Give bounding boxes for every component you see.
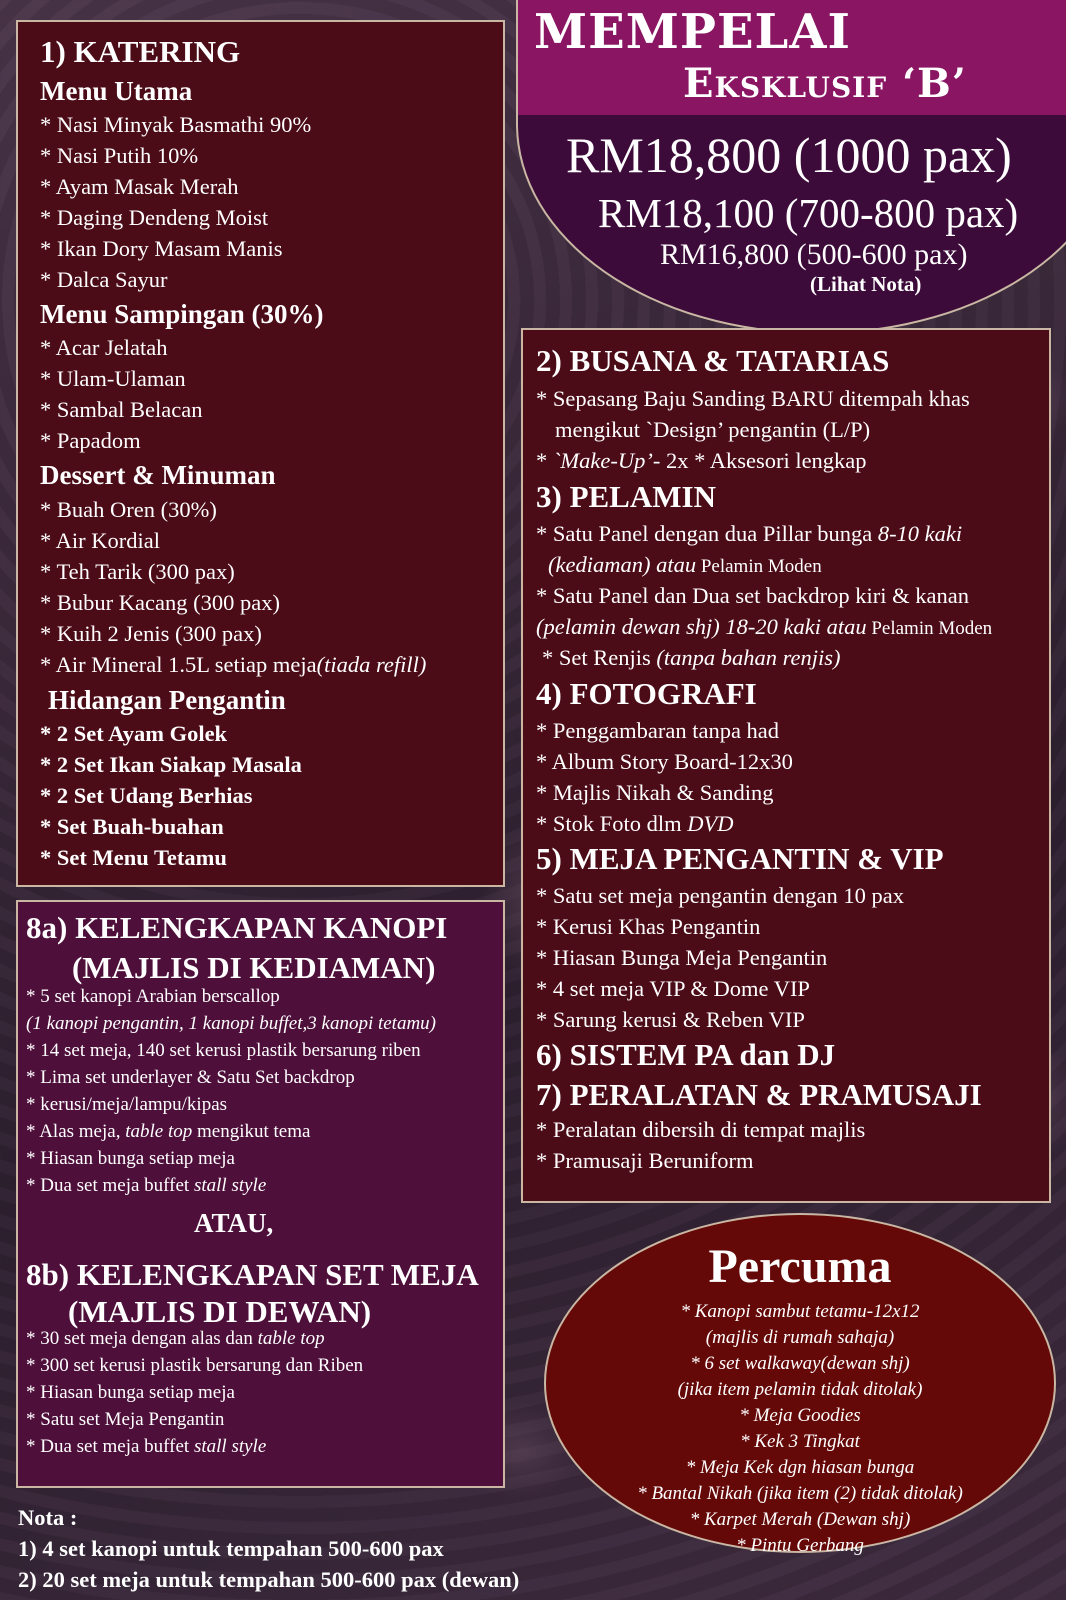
list-item: * Nasi Putih 10% <box>40 143 199 168</box>
buffet-text: * Dua set meja buffet <box>26 1175 194 1196</box>
list-item <box>536 521 962 547</box>
note-reference: (Lihat Nota) <box>810 272 922 296</box>
list-item: * Meja Goodies <box>739 1405 861 1426</box>
hidangan-heading: Hidangan Pengantin <box>48 685 286 715</box>
renjis-text: * Set Renjis <box>542 645 657 670</box>
list-item <box>536 614 992 640</box>
list-item: * Peralatan dibersih di tempat majlis <box>536 1117 866 1142</box>
kanopi-heading: 8a) KELENGKAPAN KANOPI <box>26 910 448 945</box>
percuma-title: Percuma <box>708 1240 892 1293</box>
mineral-note: (tiada refill) <box>316 652 427 677</box>
kanopi-subheading: (MAJLIS DI KEDIAMAN) <box>72 950 436 985</box>
list-item: * Album Story Board-12x30 <box>536 749 793 774</box>
dvd-text: DVD <box>687 811 734 836</box>
list-item: * Buah Oren (30%) <box>40 497 217 522</box>
list-item <box>40 652 426 678</box>
list-item: * Karpet Merah (Dewan shj) <box>689 1509 911 1530</box>
bullet: * <box>536 448 553 473</box>
pelamin-text: * Satu Panel dengan dua Pillar bunga <box>536 521 878 546</box>
stok-foto-text: * Stok Foto dlm <box>536 811 688 836</box>
stall-style-text: stall style <box>193 1436 267 1457</box>
list-item: * Bubur Kacang (300 pax) <box>40 590 280 615</box>
katering-heading: 1) KATERING <box>40 34 241 69</box>
set-meja-subheading: (MAJLIS DI DEWAN) <box>68 1294 372 1329</box>
menu-sampingan-heading: Menu Sampingan (30%) <box>40 299 324 329</box>
list-item: * Hiasan Bunga Meja Pengantin <box>536 945 828 970</box>
tema-text: mengikut tema <box>192 1121 311 1142</box>
list-item: * Ayam Masak Merah <box>40 174 239 199</box>
list-item <box>536 811 734 837</box>
list-item: * Air Kordial <box>40 528 160 553</box>
list-item: * Pramusaji Beruniform <box>536 1148 754 1173</box>
list-item: * 2 Set Ikan Siakap Masala <box>40 752 302 777</box>
list-item: mengikut `Design’ pengantin (L/P) <box>555 417 871 442</box>
meja-alas-text: * 30 set meja dengan alas dan <box>26 1328 258 1349</box>
list-item: (majlis di rumah sahaja) <box>705 1327 895 1348</box>
aksesori-text: - 2x * Aksesori lengkap <box>652 448 867 473</box>
list-item: * 2 Set Ayam Golek <box>40 721 228 746</box>
buffet-text: * Dua set meja buffet <box>26 1436 194 1457</box>
list-item: (jika item pelamin tidak ditolak) <box>677 1379 923 1400</box>
pelamin-heading: 3) PELAMIN <box>536 479 716 514</box>
pelamin-moden: Pelamin Moden <box>866 618 993 639</box>
fotografi-heading: 4) FOTOGRAFI <box>536 676 757 711</box>
list-item: * Kek 3 Tingkat <box>740 1431 860 1452</box>
list-item: * Daging Dendeng Moist <box>40 205 269 230</box>
peralatan-heading: 7) PERALATAN & PRAMUSAJI <box>536 1077 982 1112</box>
alas-meja-text: * Alas meja, <box>26 1121 126 1142</box>
dessert-heading: Dessert & Minuman <box>40 460 276 490</box>
table-top-text: table top <box>125 1121 193 1142</box>
list-item: * 4 set meja VIP & Dome VIP <box>536 976 810 1001</box>
list-item: * Ikan Dory Masam Manis <box>40 236 283 261</box>
list-item <box>536 448 867 474</box>
list-item: * Hiasan bunga setiap meja <box>26 1148 235 1169</box>
package-subtitle: Eksklusif ‘B’ <box>683 60 967 107</box>
table-top-text: table top <box>257 1328 325 1349</box>
menu-utama-heading: Menu Utama <box>40 76 193 106</box>
list-item: * Sambal Belacan <box>40 397 203 422</box>
pelamin-note: (kediaman) atau <box>548 552 697 577</box>
list-item: * Majlis Nikah & Sanding <box>536 780 774 805</box>
list-item: * 5 set kanopi Arabian berscallop <box>26 986 280 1007</box>
price-1000-pax: RM18,800 (1000 pax) <box>566 127 1012 183</box>
set-meja-heading: 8b) KELENGKAPAN SET MEJA <box>26 1257 479 1292</box>
list-item: * Bantal Nikah (jika item (2) tidak ditolak) <box>637 1483 963 1504</box>
list-item: * 300 set kerusi plastik bersarung dan Riben <box>26 1355 364 1376</box>
list-item: * Kuih 2 Jenis (300 pax) <box>40 621 262 646</box>
makeup-text: `Make-Up’ <box>552 448 653 473</box>
list-item <box>548 552 822 578</box>
list-item: * Sepasang Baju Sanding BARU ditempah khas <box>536 386 970 411</box>
busana-heading: 2) BUSANA & TATARIAS <box>536 343 890 378</box>
list-item: * Satu set Meja Pengantin <box>26 1409 225 1430</box>
list-item: * Ulam-Ulaman <box>40 366 186 391</box>
pelamin-size: 8-10 kaki <box>877 521 963 546</box>
nota-heading: Nota : <box>18 1505 78 1530</box>
list-item: * Satu set meja pengantin dengan 10 pax <box>536 883 905 908</box>
stall-style-text: stall style <box>193 1175 267 1196</box>
list-item: * Set Menu Tetamu <box>40 845 227 870</box>
list-item: * Pintu Gerbang <box>736 1535 864 1556</box>
list-item: * kerusi/meja/lampu/kipas <box>26 1094 228 1115</box>
percuma-oval <box>544 1213 1056 1556</box>
mineral-text: * Air Mineral 1.5L setiap meja <box>40 652 317 677</box>
list-item: * Nasi Minyak Basmathi 90% <box>40 112 312 137</box>
list-item <box>26 1436 266 1458</box>
list-item <box>26 1121 310 1143</box>
meja-heading: 5) MEJA PENGANTIN & VIP <box>536 841 944 876</box>
list-item: (1 kanopi pengantin, 1 kanopi buffet,3 kanopi tetamu) <box>26 1013 437 1034</box>
list-item: * 6 set walkaway(dewan shj) <box>690 1353 910 1374</box>
nota-item: 2) 20 set meja untuk tempahan 500-600 pax (dewan) <box>18 1567 520 1592</box>
list-item: * Teh Tarik (300 pax) <box>40 559 235 584</box>
list-item: * 2 Set Udang Berhias <box>40 783 253 808</box>
list-item: * Hiasan bunga setiap meja <box>26 1382 235 1403</box>
list-item: * Satu Panel dan Dua set backdrop kiri & kanan <box>536 583 970 608</box>
list-item: * Dalca Sayur <box>40 267 168 292</box>
list-item <box>26 1175 266 1197</box>
list-item: * Lima set underlayer & Satu Set backdrop <box>26 1067 355 1088</box>
list-item: * Kanopi sambut tetamu-12x12 <box>680 1301 920 1322</box>
list-item: * 14 set meja, 140 set kerusi plastik bersarung riben <box>26 1040 421 1061</box>
list-item: * Kerusi Khas Pengantin <box>536 914 761 939</box>
list-item <box>26 1328 325 1350</box>
pelamin-moden: Pelamin Moden <box>696 556 822 577</box>
price-700-800-pax: RM18,100 (700-800 pax) <box>598 190 1019 236</box>
list-item <box>542 645 841 671</box>
list-item: * Set Buah-buahan <box>40 814 224 839</box>
pelamin-dewan-note: (pelamin dewan shj) 18-20 kaki atau <box>536 614 867 639</box>
package-title: MEMPELAI <box>534 4 851 60</box>
list-item: * Sarung kerusi & Reben VIP <box>536 1007 805 1032</box>
renjis-note: (tanpa bahan renjis) <box>656 645 841 670</box>
nota-item: 1) 4 set kanopi untuk tempahan 500-600 pax <box>18 1536 444 1561</box>
sistem-heading: 6) SISTEM PA dan DJ <box>536 1037 836 1072</box>
price-500-600-pax: RM16,800 (500-600 pax) <box>660 238 968 271</box>
list-item: * Acar Jelatah <box>40 335 168 360</box>
list-item: * Papadom <box>40 428 141 453</box>
list-item: * Meja Kek dgn hiasan bunga <box>685 1457 915 1478</box>
list-item: * Penggambaran tanpa had <box>536 718 780 743</box>
atau-divider: ATAU, <box>194 1208 274 1238</box>
